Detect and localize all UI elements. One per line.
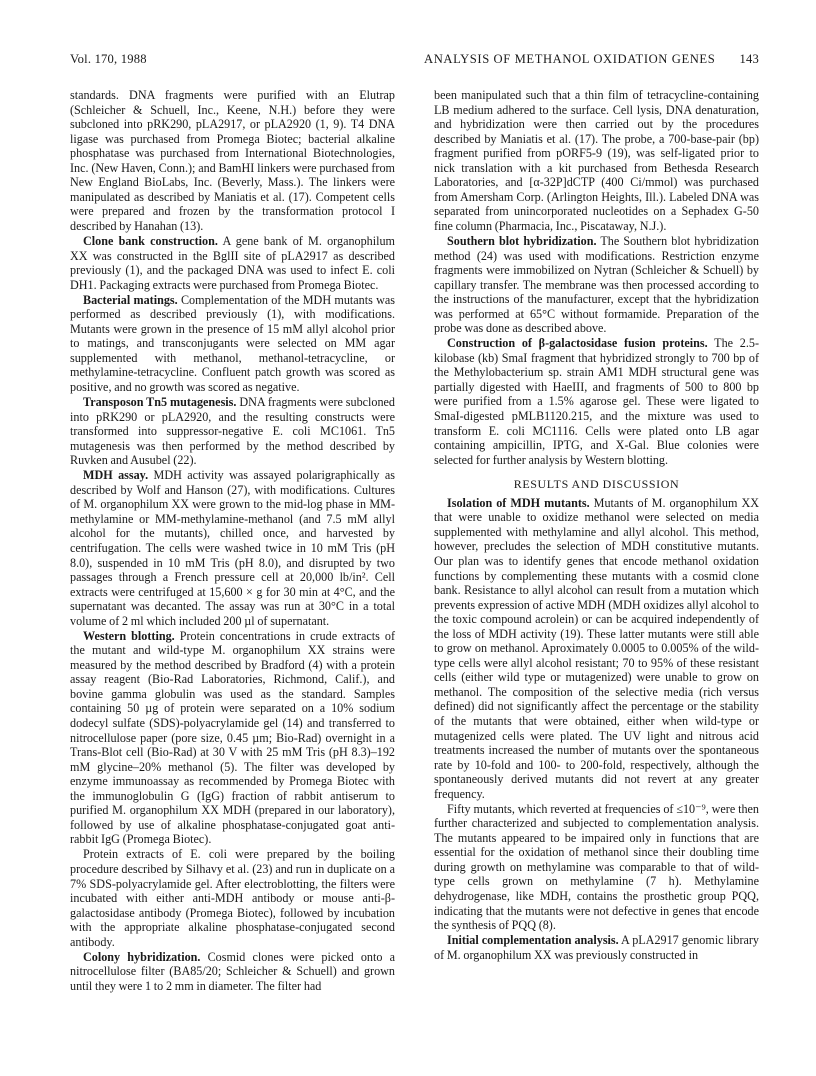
paragraph-clone-bank bbox=[70, 234, 395, 292]
section-heading: Bacterial matings. bbox=[83, 292, 178, 307]
paragraph-materials-continued: standards. DNA fragments were purified with an Elutrap (Schleicher & Schuell, Inc., Keene, N.H.) before they were subcloned into pRK290, pLA2917, or pLA2920 (1, 9). T4 DNA ligase was purchased from Promega Biotec; bacterial alkaline phosphatase was purchased from International Biotechnologies, Inc. (New Haven, Conn.); and BamHI linkers were purchased from New England BioLabs, Inc. (Beverly, Mass.). The linkers were manipulated as described by Maniatis et al. (17). Competent cells were prepared and frozen by the transformation protocol I described by Hanahan (13). bbox=[70, 88, 395, 233]
paragraph-complementation bbox=[434, 933, 759, 962]
section-title-results: RESULTS AND DISCUSSION bbox=[513, 477, 680, 492]
paragraph-colony-hybridization bbox=[70, 950, 395, 994]
paragraph-bacterial-matings bbox=[70, 293, 395, 395]
paragraph-body: A pLA2917 genomic library of M. organophilum XX was previously constructed in bbox=[434, 933, 759, 962]
paragraph-body: A gene bank of M. organophilum XX was constructed in the BglII site of pLA2917 as described previously (1), and the packaged DNA was used to infect E. coli DH1. Packaging extracts were purchased from Promega Biotec. bbox=[70, 233, 395, 292]
running-head bbox=[70, 52, 759, 72]
paragraph-body: Protein concentrations in crude extracts of the mutant and wild-type M. organophilum XX strains were measured by the method described by Bradford (4) with a protein assay reagent (Bio-Rad Laboratories, Richmond, Calif.), and bovine gamma globulin was used as the standard. Samples containing 50 µg of protein were separated on a 10% sodium dodecyl sulfate (SDS)-polyacrylamide gel (14) and transferred to nitrocellulose paper (pore size, 0.45 µm; Bio-Rad) overnight in a Trans-Blot cell (Bio-Rad) at 30 V with 25 mM Tris (pH 8.3)–192 mM glycine–20% methanol (5). The filter was developed by enzyme immunoassay as recommended by Promega Biotec with the immunoglobulin G (IgG) fraction of rabbit antiserum to purified M. organophilum XX MDH (prepared in our laboratory), followed by use of alkaline phosphatase-conjugated goat anti-rabbit IgG (Promega Biotec). bbox=[70, 628, 395, 847]
paragraph-southern-blot bbox=[434, 234, 759, 336]
paragraph-tn5-mutagenesis bbox=[70, 395, 395, 468]
paragraph-body: DNA fragments were subcloned into pRK290 or pLA2920, and the resulting constructs were transformed into suppressor-negative E. coli MC1061. Tn5 mutagenesis was then performed by the method described by Ruvken and Ausubel (22). bbox=[70, 394, 396, 468]
section-heading: Initial complementation analysis. bbox=[447, 933, 619, 948]
running-title: ANALYSIS OF METHANOL OXIDATION GENES bbox=[424, 52, 716, 66]
paragraph-mdh-assay bbox=[70, 468, 395, 628]
section-heading: Construction of β-galactosidase fusion proteins. bbox=[447, 336, 708, 351]
paragraph-fifty-mutants: Fifty mutants, which reverted at frequencies of ≤10⁻⁹, were then further characterized and subjected to complementation analysis. The mutants appeared to be impaired only in functions that are essential for the oxidation of methanol since their doubling time during growth on methylamine was comparable to that of wild-type cells grown on methylamine (7 h). Methylamine dehydrogenase, like MDH, contains the prosthetic group PQQ, indicating that the mutants were not defective in genes that encode the synthesis of PQQ (8). bbox=[434, 801, 759, 933]
section-heading: Transposon Tn5 mutagenesis. bbox=[83, 394, 237, 409]
section-heading: Western blotting. bbox=[83, 628, 175, 643]
section-heading: Isolation of MDH mutants. bbox=[447, 495, 590, 510]
page-number: 143 bbox=[739, 52, 759, 66]
journal-volume: Vol. 170, 1988 bbox=[70, 52, 147, 66]
paragraph-body: The 2.5-kilobase (kb) SmaI fragment that hybridized strongly to 700 bp of the Methylobacterium sp. strain AM1 MDH structural gene was partially digested with HaeIII, and fragments of 500 to 800 bp were purified from a 1.5% agarose gel. These were ligated to SmaI-digested pMLB1120.215, and the mixture was used to transform E. coli MC1116. Cells were plated onto LB agar containing ampicillin, IPTG, and X-Gal. Blue colonies were selected for further analysis by Western blotting. bbox=[434, 336, 759, 467]
paragraph-isolation-mutants bbox=[434, 496, 759, 801]
paragraph-western-blotting bbox=[70, 629, 395, 847]
section-heading: MDH assay. bbox=[83, 468, 149, 483]
paragraph-body: The Southern blot hybridization method (24) was used with modifications. Restriction enzyme fragments were immobilized on Nytran (Schleicher & Schuell) by capillary transfer. The membrane was then processed according to the instructions of the manufacturer, except that the hybridization was performed at 65°C without formamide. Preparation of the probe was done as described above. bbox=[434, 233, 759, 336]
paragraph-fusion-proteins bbox=[434, 336, 759, 467]
paragraph-body: Cosmid clones were picked onto a nitrocellulose filter (BA85/20; Schleicher & Schuell) and grown until they were 1 to 2 mm in diameter. The filter had bbox=[70, 949, 395, 993]
section-heading: Colony hybridization. bbox=[83, 949, 201, 964]
right-column bbox=[434, 88, 759, 962]
paragraph-colony-hybridization-continued: been manipulated such that a thin film of tetracycline-containing LB medium adhered to the surface. Cell lysis, DNA denaturation, and hybridization were then carried out by the procedures described by Maniatis et al. (17). The probe, a 700-base-pair (bp) fragment purified from pORF5-9 (19), was self-ligated prior to nick translation with a kit purchased from Bethesda Research Laboratories, and [α-32P]dCTP (400 Ci/mmol) was purchased from Amersham Corp. (Arlington Heights, Ill.). Labeled DNA was separated from unincorporated nucleotides on a Sephadex G-50 fine column (Pharmacia, Inc., Piscataway, N.J.). bbox=[434, 88, 759, 233]
left-column bbox=[70, 88, 395, 993]
paragraph-ecoli-extracts: Protein extracts of E. coli were prepared by the boiling procedure described by Silhavy et al. (23) and run in duplicate on a 7% SDS-polyacrylamide gel. After electroblotting, the filters were incubated with either anti-MDH antibody or mouse anti-β-galactosidase antibody (Promega Biotec), followed by incubation with the appropriate alkaline phosphatase-conjugated second antibody. bbox=[70, 847, 395, 949]
paragraph-body: Mutants of M. organophilum XX that were unable to oxidize methanol were selected on media supplemented with methylamine and allyl alcohol. This method, however, precludes the selection of MDH constitutive mutants. Our plan was to identify genes that encode methanol oxidation functions by complementing these mutants with a cosmid clone bank. Resistance to allyl alcohol can result from a mutation which prevents expression of active MDH (MDH oxidizes allyl alcohol to the toxic compound acrolein) or can be acquired independently of the loss of MDH activity (19). These latter mutants were still able to grow on methanol. Aproximately 0.0005 to 0.005% of the wild-type cells were allyl alcohol resistant; 70 to 95% of these resistant cells (either wild type or mutagenized) were unable to grow on methanol. The composition of the selective media (rich versus defined) did not significantly affect the percentage or the stability of the mutants that were obtained, either when wild-type or mutagenized cells were plated. The UV light and nitrous acid treatments increased the number of mutants over the spontaneous rate by 10-fold and 100- to 200-fold, respectively, although the spontaneously derived mutants did not revert at any greater frequency. bbox=[434, 495, 759, 801]
paragraph-body: MDH activity was assayed polarigraphically as described by Wolf and Hanson (27), with modifications. Cultures of M. organophilum XX were grown to the mid-log phase in MM-methylamine or MM-methylamine-methanol (and 7.5 mM allyl alcohol for the mutants), chilled once, and harvested by centrifugation. The cells were washed twice in 10 mM Tris (pH 8.0), suspended in 10 mM Tris (pH 8.0), and disrupted by two passages through a French pressure cell at 20,000 lb/in². Cell extracts were centrifuged at 15,600 × g for 30 min at 4°C, and the supernatant was decanted. The assay was run at 30°C in a total volume of 2 ml which included 200 µl of supernatant. bbox=[70, 468, 395, 628]
paragraph-body: Complementation of the MDH mutants was performed as described previously (1), with modifications. Mutants were grown in the presence of 15 mM allyl alcohol prior to matings, and transconjugants were selected on MM agar supplemented with methanol, methanol-tetracycline, or methylamine-tetracycline. Confluent patch growth was scored as positive, and no growth was scored as negative. bbox=[70, 292, 395, 394]
section-heading: Clone bank construction. bbox=[83, 233, 218, 248]
section-heading: Southern blot hybridization. bbox=[447, 233, 597, 248]
